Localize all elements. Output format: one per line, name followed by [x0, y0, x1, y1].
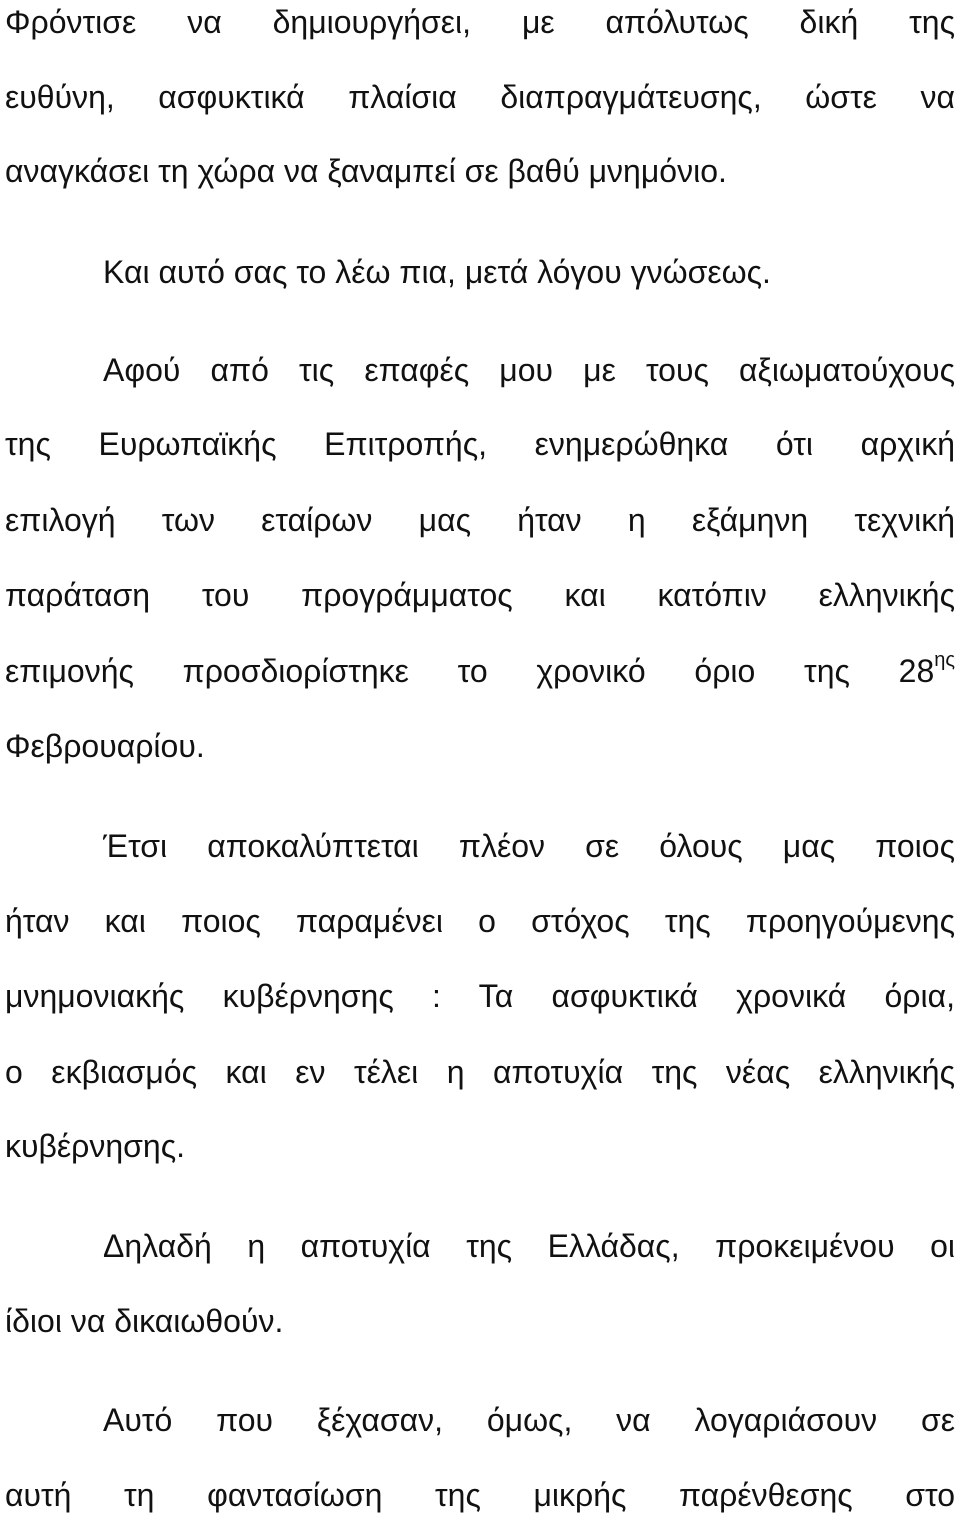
text-line: επιλογή των εταίρων μας ήταν η εξάμηνη τεχνική — [5, 502, 955, 538]
text-line: Αφού από τις επαφές μου με τους αξιωματούχους — [103, 352, 955, 388]
text-line: παράταση του προγράμματος και κατόπιν ελληνικής — [5, 577, 955, 613]
text-line: Αυτό που ξέχασαν, όμως, να λογαριάσουν σε — [103, 1402, 955, 1438]
text-line: ίδιοι να δικαιωθούν. — [5, 1303, 284, 1339]
text-line: κυβέρνησης. — [5, 1128, 186, 1164]
text-line — [5, 651, 955, 691]
text-line: ευθύνη, ασφυκτικά πλαίσια διαπραγμάτευσης, ώστε να — [5, 79, 955, 115]
text-line: ήταν και ποιος παραμένει ο στόχος της προηγούμενης — [5, 903, 955, 939]
text-line: της Ευρωπαϊκής Επιτροπής, ενημερώθηκα ότι αρχική — [5, 426, 955, 462]
text-line: Φεβρουαρίου. — [5, 728, 205, 764]
text-line: αναγκάσει τη χώρα να ξαναμπεί σε βαθύ μνημόνιο. — [5, 153, 727, 189]
text-line: ο εκβιασμός και εν τέλει η αποτυχία της νέας ελληνικής — [5, 1054, 955, 1090]
text-line: αυτή τη φαντασίωση της μικρής παρένθεσης στο — [5, 1477, 955, 1513]
text-line: μνημονιακής κυβέρνησης : Τα ασφυκτικά χρονικά όρια, — [5, 978, 955, 1014]
text-line: Έτσι αποκαλύπτεται πλέον σε όλους μας ποιος — [103, 828, 955, 864]
text-line: Δηλαδή η αποτυχία της Ελλάδας, προκειμένου οι — [103, 1228, 955, 1264]
ordinal-superscript: ης — [934, 651, 955, 671]
text-line: Και αυτό σας το λέω πια, μετά λόγου γνώσεως. — [103, 254, 771, 290]
text-line-main: επιμονής προσδιορίστηκε το χρονικό όριο της 28 — [5, 653, 935, 689]
text-line: Φρόντισε να δημιουργήσει, με απόλυτως δική της — [5, 4, 955, 40]
